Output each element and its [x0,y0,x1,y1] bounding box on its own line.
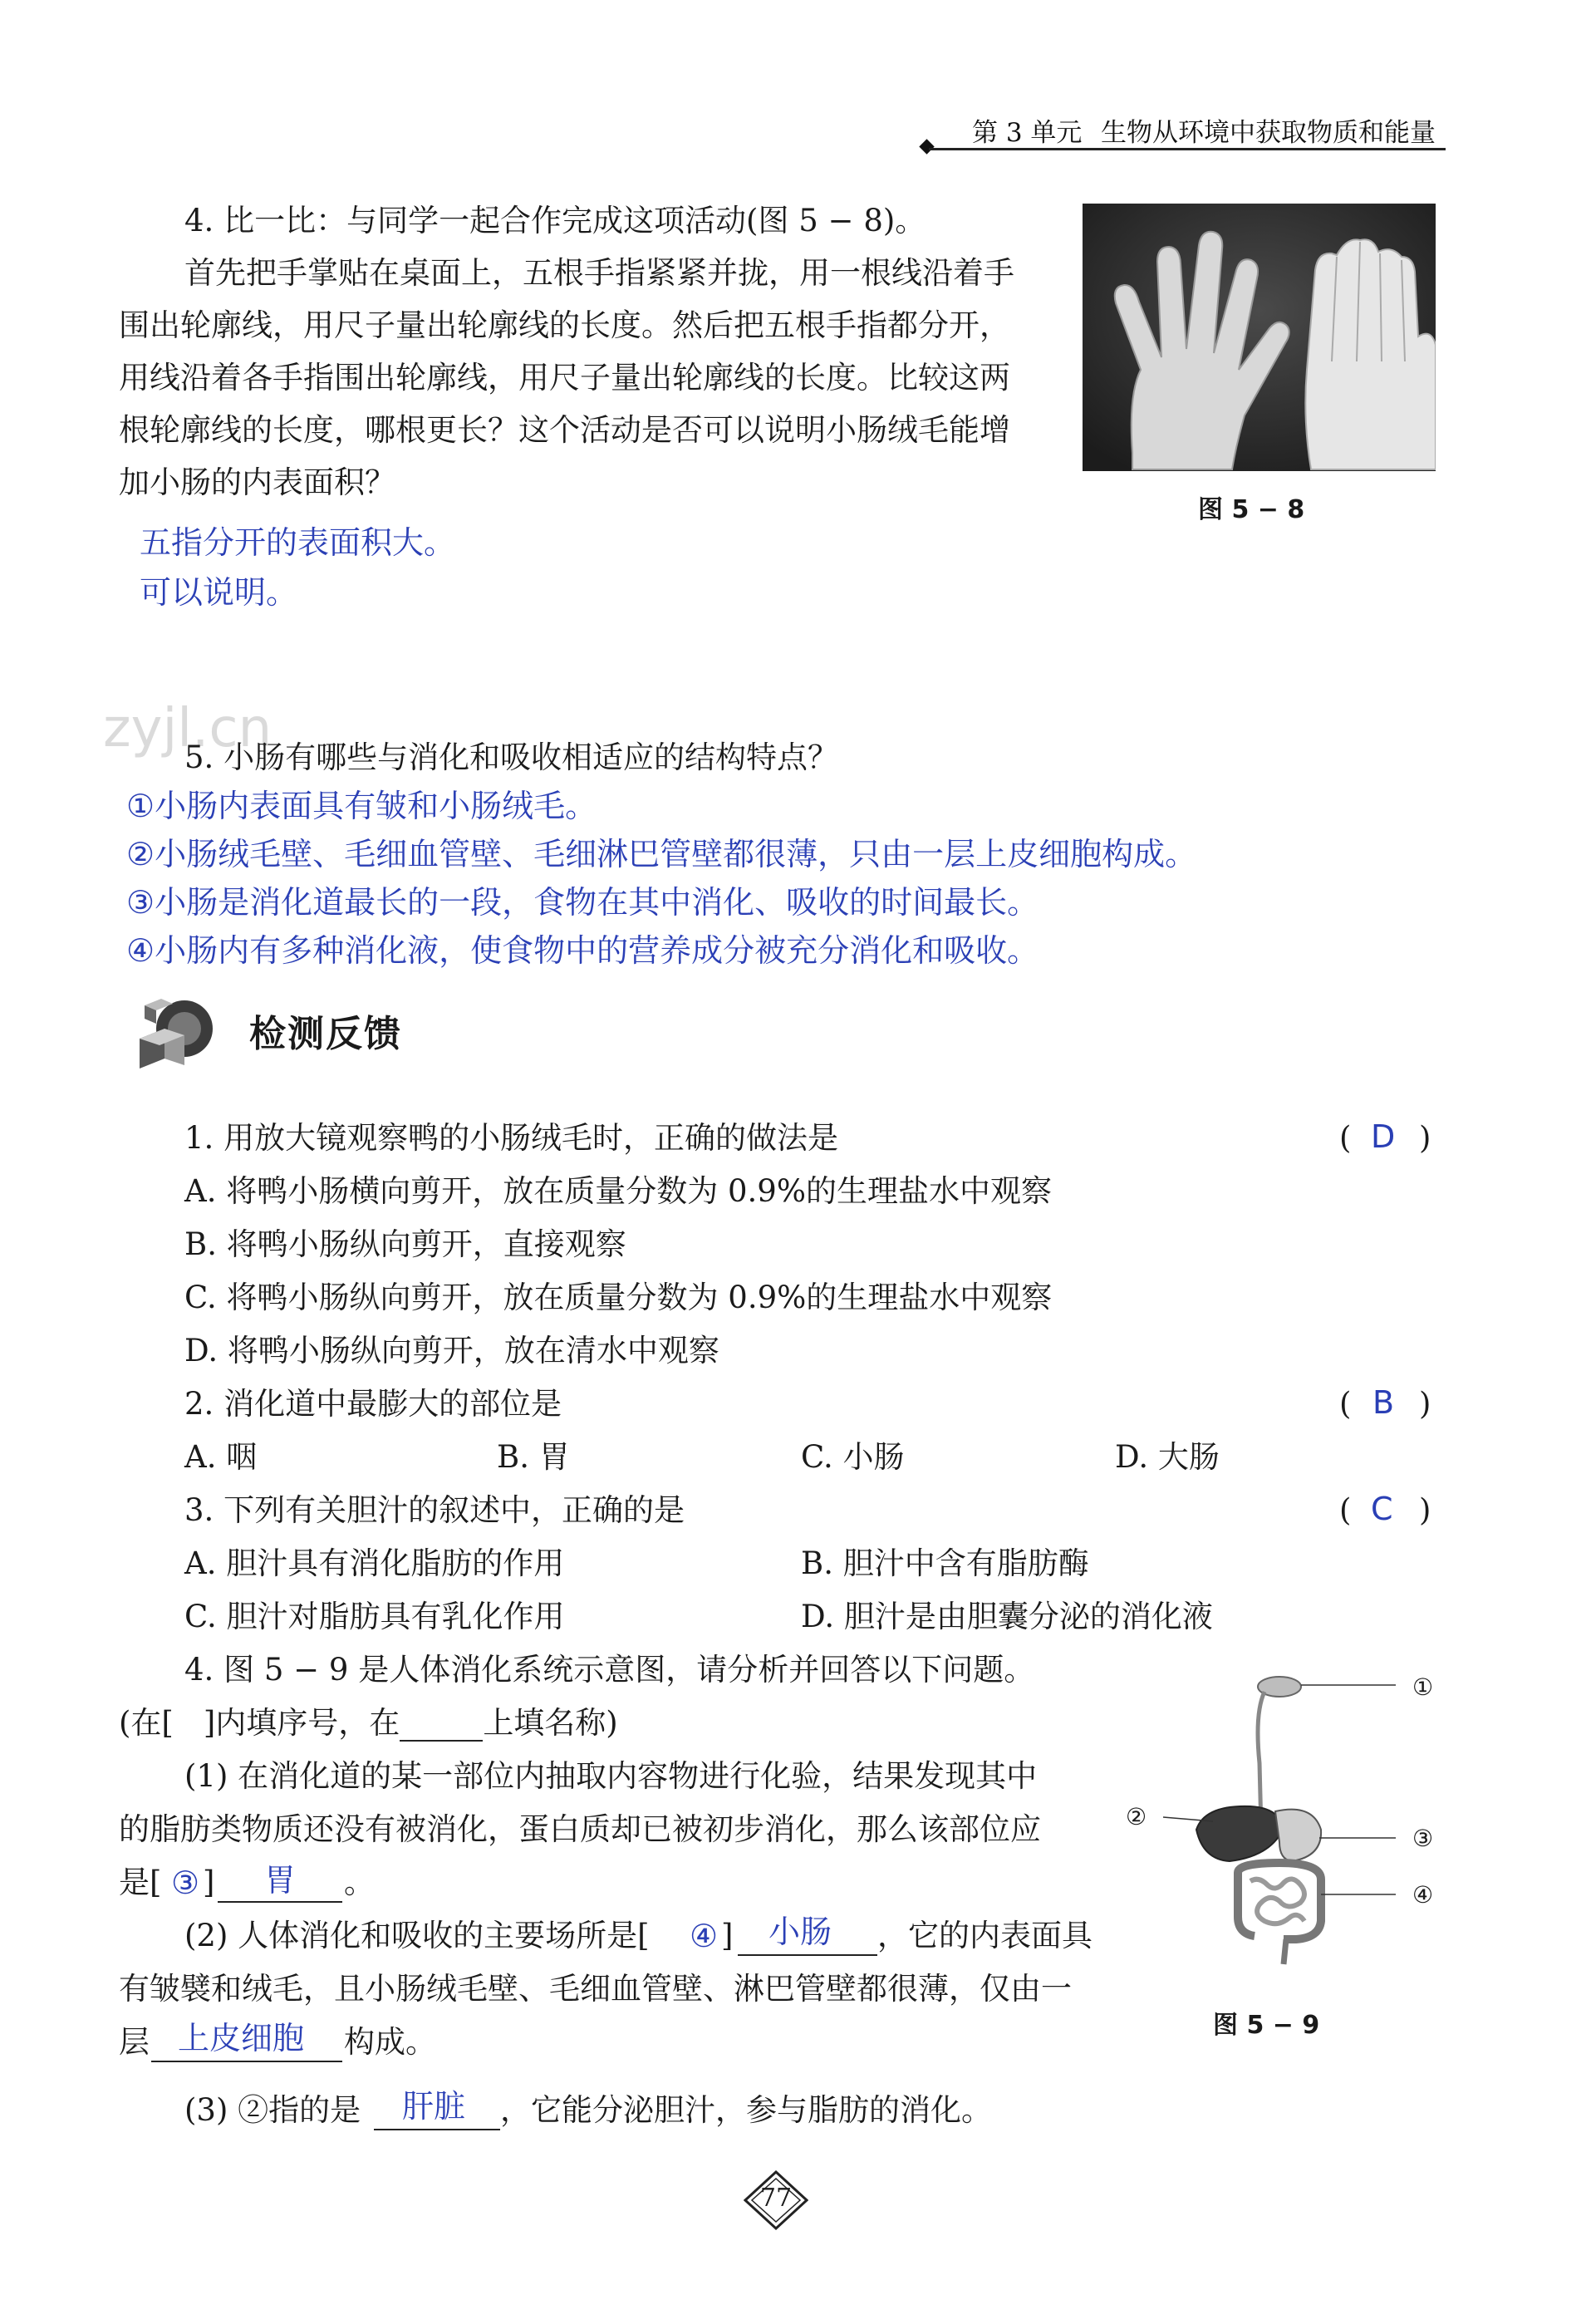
mc3-option-a: A. 胆汁具有消化脂肪的作用 [184,1545,565,1581]
q4b-p2-line-3-end: 构成。 [344,2024,436,2060]
q4b-p1-bracket: ] [203,1865,215,1900]
mc2-answer: B [1372,1384,1395,1421]
q4b-note-a: (在[ [119,1705,174,1741]
figure-5-8-caption: 图 5 − 8 [1198,495,1305,524]
q4b-p3-answer: 肝脏 [402,2088,466,2125]
hands-photo [1083,204,1436,471]
q4b-stem: 4. 图 5 − 9 是人体消化系统示意图，请分析并回答以下问题。 [184,1652,1035,1688]
mc1-stem: 1. 用放大镜观察鸭的小肠绒毛时，正确的做法是 [184,1120,839,1156]
q4b-p2-name: 小肠 [768,1914,832,1950]
header-diamond-icon [919,139,934,154]
label-3: ③ [1412,1825,1434,1852]
mc1-paren-left: ( [1339,1120,1352,1156]
mc1-option-b: B. 将鸭小肠纵向剪开，直接观察 [184,1226,626,1262]
watermark: zyjl.cn [103,698,273,759]
mc1-option-d: D. 将鸭小肠纵向剪开，放在清水中观察 [184,1333,719,1368]
q4b-p1-end: 。 [344,1865,375,1900]
figure-5-9-caption: 图 5 − 9 [1213,2011,1320,2040]
q4b-p2-prefix: (2) 人体消化和吸收的主要场所是[ [184,1918,650,1953]
q5-answer-4: ④小肠内有多种消化液，使食物中的营养成分被充分消化和吸收。 [126,932,1039,969]
q4b-p1-underline [218,1901,342,1903]
q4b-p3-underline [374,2129,500,2130]
q4b-p2-bracket: ] [721,1918,734,1953]
digestive-system-diagram [1113,1663,1446,1979]
q4-answer-1: 五指分开的表面积大。 [140,524,456,561]
mc1-option-a: A. 将鸭小肠横向剪开，放在质量分数为 0.9%的生理盐水中观察 [184,1173,1053,1209]
q4-line-1: 首先把手掌贴在桌面上，五根手指紧紧并拢，用一根线沿着手 [184,255,1014,291]
mc3-option-c: C. 胆汁对脂肪具有乳化作用 [184,1599,565,1634]
label-1: ① [1412,1673,1434,1701]
label-2: ② [1126,1803,1147,1830]
q4b-p2-line-3-answer: 上皮细胞 [178,2020,305,2056]
mc1-paren-right: ) [1419,1120,1431,1156]
page-number: 77 [759,2184,793,2213]
q5-answer-1: ①小肠内表面具有皱和小肠绒毛。 [126,788,597,824]
mc2-option-a: A. 咽 [184,1439,258,1475]
q4b-p3-prefix: (3) ②指的是 [184,2092,361,2128]
mc2-paren-left: ( [1339,1386,1352,1422]
mc3-paren-right: ) [1419,1492,1431,1528]
q4b-p2-number: ④ [690,1918,719,1954]
mc1-option-c: C. 将鸭小肠纵向剪开，放在质量分数为 0.9%的生理盐水中观察 [184,1280,1053,1315]
q4-line-5: 加小肠的内表面积？ [119,464,395,500]
mc2-stem: 2. 消化道中最膨大的部位是 [184,1386,562,1422]
q4b-note-c: 上填名称) [483,1705,618,1741]
q5-answer-2: ②小肠绒毛壁、毛细血管壁、毛细淋巴管壁都很薄，只由一层上皮细胞构成。 [126,836,1197,872]
q5-title: 5. 小肠有哪些与消化和吸收相适应的结构特点？ [184,739,839,775]
mc3-paren-left: ( [1339,1492,1352,1528]
q4-title: 4. 比一比：与同学一起合作完成这项活动(图 5 − 8)。 [184,203,926,238]
mc2-option-c: C. 小肠 [801,1439,905,1475]
q4b-note-bracket-space [174,1713,204,1742]
q4-line-3: 用线沿着各手指围出轮廓线，用尺子量出轮廓线的长度。比较这两 [119,360,1010,396]
q4b-p1-number: ③ [171,1865,200,1901]
q4b-p2-line-2: 有皱襞和绒毛，且小肠绒毛壁、毛细血管壁、淋巴管壁都很薄，仅由一 [119,1971,1072,2007]
q4-line-2: 围出轮廓线，用尺子量出轮廓线的长度。然后把五根手指都分开， [119,307,1010,343]
mc2-paren-right: ) [1419,1386,1431,1422]
mc2-option-b: B. 胃 [497,1439,570,1475]
q4b-p1-line-1: (1) 在消化道的某一部位内抽取内容物进行化验，结果发现其中 [184,1758,1038,1794]
q4b-p2-suffix: ，它的内表面具 [877,1918,1093,1953]
mc3-option-d: D. 胆汁是由胆囊分泌的消化液 [801,1599,1213,1634]
mc1-answer: D [1371,1118,1396,1155]
q4-answer-2: 可以说明。 [140,574,298,611]
mc3-option-b: B. 胆汁中含有脂肪酶 [801,1545,1089,1581]
q4b-note-b: ]内填序号，在 [203,1705,400,1741]
q4b-p2-line-3-prefix: 层 [119,2024,150,2060]
mc3-stem: 3. 下列有关胆汁的叙述中，正确的是 [184,1492,685,1528]
q4b-p1-prefix: 是[ [119,1865,162,1900]
q4-line-4: 根轮廓线的长度，哪根更长？这个活动是否可以说明小肠绒毛能增 [119,412,1010,448]
q4b-p2-line-3-underline [151,2061,342,2062]
q4b-note-blank [400,1712,483,1742]
q4b-note [119,1705,618,1742]
q5-answer-3: ③小肠是消化道最长的一段，食物在其中消化、吸收的时间最长。 [126,884,1039,921]
q4b-p1-line-2: 的脂肪类物质还没有被消化，蛋白质却已被初步消化，那么该部位应 [119,1811,1041,1847]
q4b-p2-underline [738,1954,877,1956]
section-title: 检测反馈 [249,1013,402,1055]
header-unit: 第 3 单元 [972,118,1083,148]
label-4: ④ [1412,1881,1434,1909]
q4b-p3-suffix: ，它能分泌胆汁，参与脂肪的消化。 [500,2092,992,2128]
mc3-answer: C [1371,1491,1393,1527]
q4b-p1-name: 胃 [264,1862,297,1899]
mc2-option-d: D. 大肠 [1115,1439,1220,1475]
header-unit-title: 生物从环境中获取物质和能量 [1101,118,1436,148]
section-cube-icon [133,987,224,1078]
